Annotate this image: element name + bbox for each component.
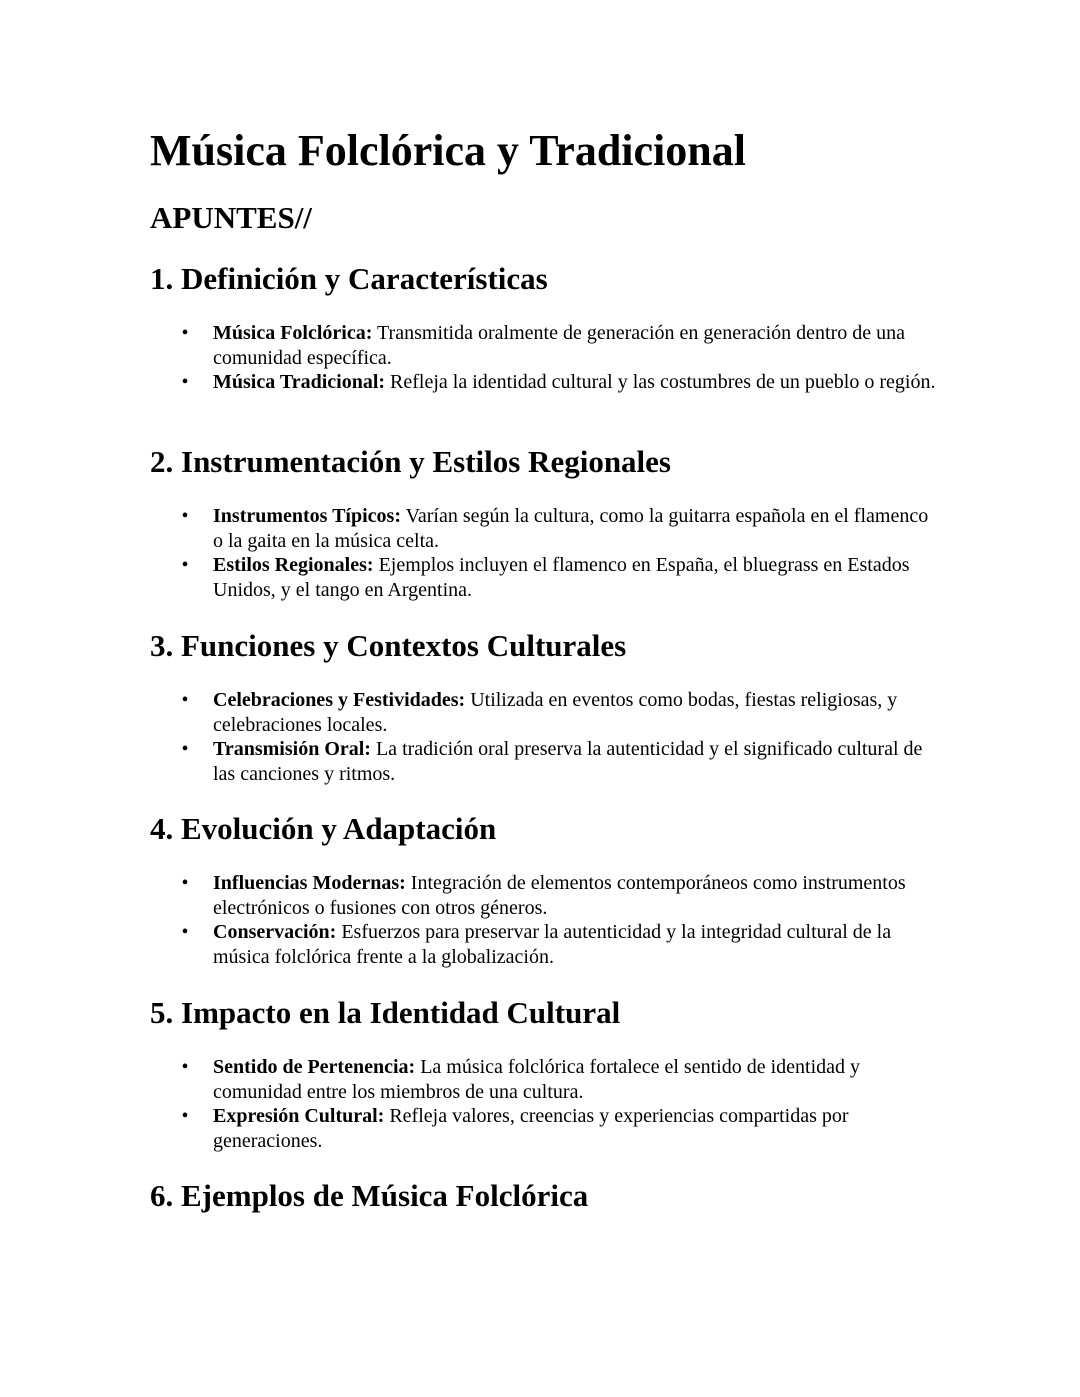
item-term: Conservación: [213,921,337,943]
section-ejemplos [150,1176,940,1216]
item-text: Integración de elementos contemporáneos como instrumentos electrónicos o fusiones con otros géneros. [213,872,906,919]
item-term: Transmisión Oral: [213,738,371,760]
list-item [150,321,940,370]
bullet-icon: • [181,322,189,344]
list-item [150,370,940,395]
bullet-list [150,1055,940,1153]
item-term: Música Folclórica: [213,322,373,344]
item-term: Estilos Regionales: [213,554,374,576]
bullet-list [150,321,940,395]
section-heading: 1. Definición y Características [150,261,548,296]
item-text: Ejemplos incluyen el flamenco en España, el bluegrass en Estados Unidos, y el tango en Argentina. [213,554,910,601]
item-text: Esfuerzos para preservar la autenticidad y la integridad cultural de la música folclórica frente a la globalización. [213,921,892,968]
bullet-icon: • [181,554,189,576]
list-item [150,920,940,969]
bullet-list [150,871,940,969]
item-term: Instrumentos Típicos: [213,505,401,527]
section-definicion [150,259,940,395]
page-title: Música Folclórica y Tradicional [150,126,746,175]
item-text: Refleja la identidad cultural y las costumbres de un pueblo o región. [390,371,936,393]
list-item [150,871,940,920]
list-item [150,1055,940,1104]
item-term: Influencias Modernas: [213,872,406,894]
item-text: Utilizada en eventos como bodas, fiestas religiosas, y celebraciones locales. [213,689,898,736]
item-term: Expresión Cultural: [213,1105,385,1127]
item-term: Sentido de Pertenencia: [213,1056,416,1078]
section-heading: 6. Ejemplos de Música Folclórica [150,1178,589,1213]
section-heading: 3. Funciones y Contextos Culturales [150,628,627,663]
item-text: Transmitida oralmente de generación en generación dentro de una comunidad específica. [213,322,905,369]
section-impacto [150,993,940,1153]
bullet-icon: • [181,689,189,711]
bullet-list [150,688,940,786]
bullet-icon: • [181,505,189,527]
section-evolucion [150,809,940,969]
bullet-icon: • [181,872,189,894]
item-term: Celebraciones y Festividades: [213,689,466,711]
list-item [150,737,940,786]
bullet-list [150,504,940,602]
item-text: Varían según la cultura, como la guitarra española en el flamenco o la gaita en la música celta. [213,505,929,552]
section-heading: 4. Evolución y Adaptación [150,811,497,846]
item-text: La música folclórica fortalece el sentido de identidad y comunidad entre los miembros de una cultura. [213,1056,861,1103]
bullet-icon: • [181,371,189,393]
section-heading: 5. Impacto en la Identidad Cultural [150,995,621,1030]
list-item [150,1104,940,1153]
page-subtitle: APUNTES// [150,200,312,235]
bullet-icon: • [181,1056,189,1078]
list-item [150,504,940,553]
bullet-icon: • [181,1105,189,1127]
bullet-icon: • [181,738,189,760]
bullet-icon: • [181,921,189,943]
item-term: Música Tradicional: [213,371,386,393]
list-item [150,688,940,737]
item-text: La tradición oral preserva la autenticidad y el significado cultural de las canciones y ritmos. [213,738,923,785]
section-instrumentacion [150,442,940,602]
section-funciones [150,626,940,786]
item-text: Refleja valores, creencias y experiencias compartidas por generaciones. [213,1105,849,1152]
list-item [150,553,940,602]
section-heading: 2. Instrumentación y Estilos Regionales [150,444,671,479]
